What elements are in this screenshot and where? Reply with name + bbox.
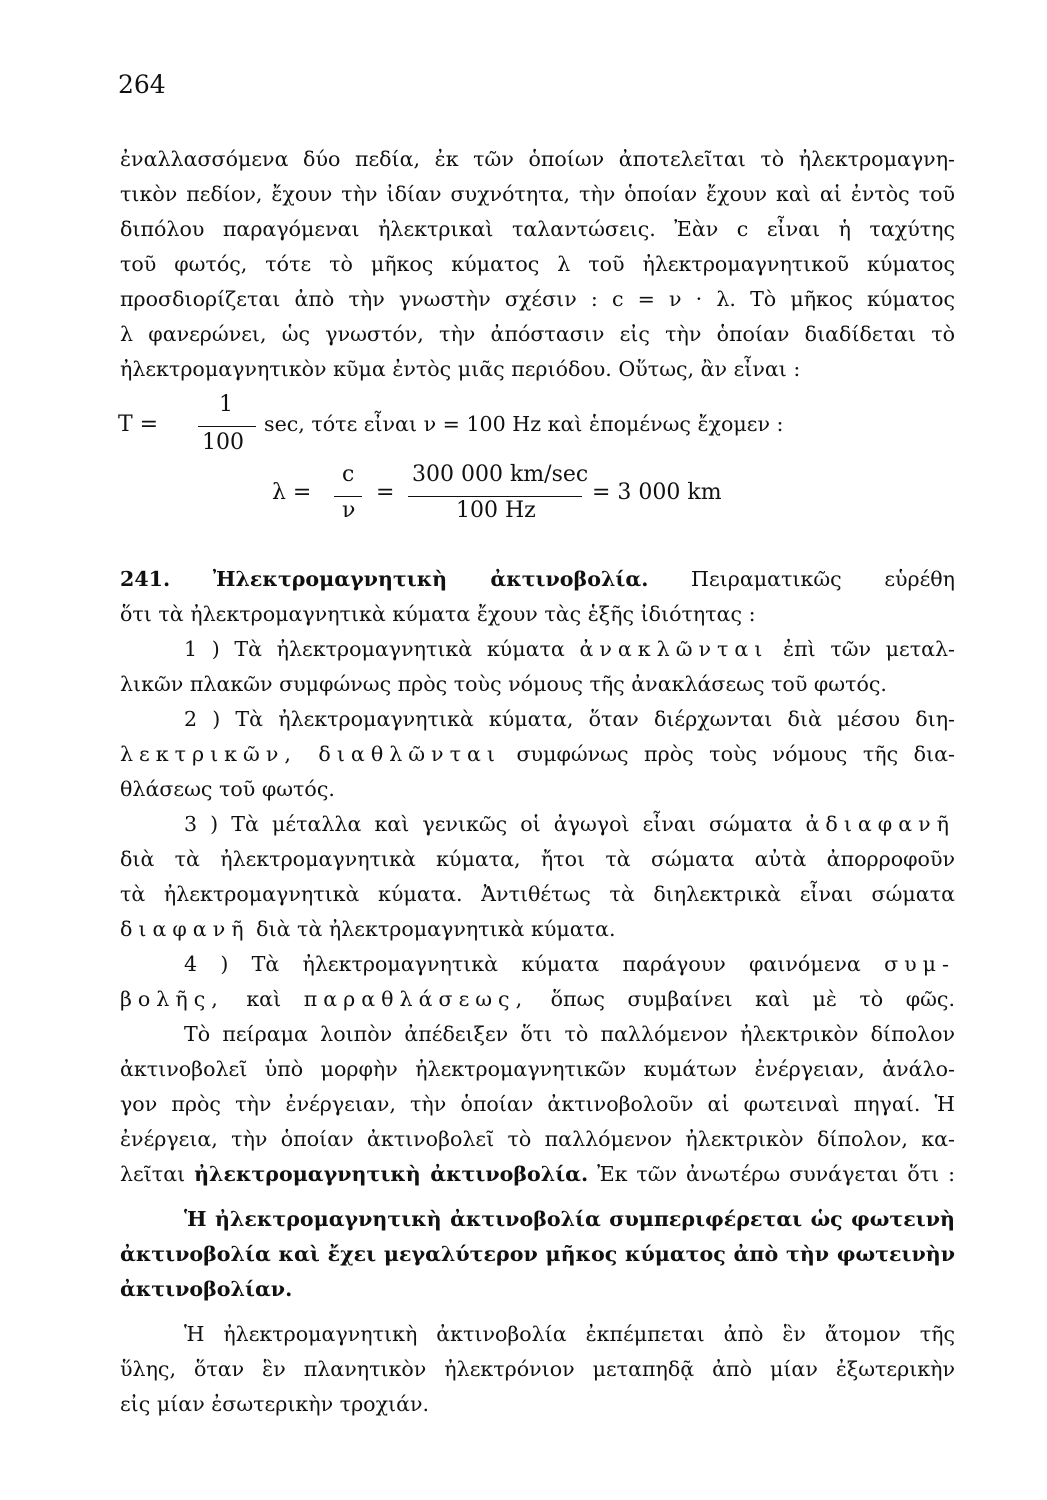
formula-period — [118, 392, 918, 462]
text-line: Ἡ ἠλεκτρομαγνητικὴ ἀκτινοβολία ἐκπέμπεται ἀπὸ ἓν ἄτομον τῆς — [184, 1322, 955, 1346]
fraction-bar — [334, 496, 362, 497]
bold-term: ἠλεκτρομαγνητικὴ ἀκτινοβολία. — [194, 1162, 589, 1186]
text-line: τὰ ἠλεκτρομαγνητικὰ κύματα. Ἀντιθέτως τὰ διηλεκτρικὰ εἶναι σώματα — [120, 882, 955, 906]
section-heading-line — [120, 562, 955, 597]
formula-period-lhs: T = — [118, 412, 159, 437]
text-line: βολῆς, καὶ παραθλάσεως, ὅπως συμβαίνει καὶ μὲ τὸ φῶς. — [120, 987, 956, 1011]
formula-period-rest: sec, τότε εἶναι ν = 100 Hz καὶ ἑπομένως ἔχομεν : — [264, 412, 784, 436]
text-line: λεκτρικῶν, διαθλῶνται συμφώνως πρὸς τοὺς νόμους τῆς δια- — [120, 742, 955, 766]
bold-statement-line: Ἡ ἠλεκτρομαγνητικὴ ἀκτινοβολία συμπεριφέρεται ὡς φωτεινὴ — [184, 1207, 955, 1231]
text-line: λεῖται ἠλεκτρομαγνητικὴ ἀκτινοβολία. Ἐκ τῶν ἀνωτέρω συνάγεται ὅτι : — [120, 1162, 956, 1186]
text-line: εἰς μίαν ἐσωτερικὴν τροχιάν. — [120, 1392, 430, 1416]
formula-period-numerator: 1 — [219, 392, 233, 417]
text-line: ἐναλλασσόμενα δύο πεδία, ἐκ τῶν ὁποίων ἀποτελεῖται τὸ ἠλεκτρομαγνη- — [120, 147, 955, 171]
text-line: ἐνέργεια, τὴν ὁποίαν ἀκτινοβολεῖ τὸ παλλόμενον ἠλεκτρικὸν δίπολον, κα- — [120, 1127, 955, 1151]
text-line: τικὸν πεδίον, ἔχουν τὴν ἰδίαν συχνότητα, τὴν ὁποίαν ἔχουν καὶ αἱ ἐντὸς τοῦ — [120, 182, 955, 206]
spaced-term: βολῆς, — [120, 987, 224, 1011]
text-line: διὰ τὰ ἠλεκτρομαγνητικὰ κύματα, ἤτοι τὰ σώματα αὐτὰ ἀπορροφοῦν — [120, 847, 955, 871]
text-line: τοῦ φωτός, τότε τὸ μῆκος κύματος λ τοῦ ἠλεκτρομαγνητικοῦ κύματος — [120, 252, 955, 276]
text-line: λικῶν πλακῶν συμφώνως πρὸς τοὺς νόμους τῆς ἀνακλάσεως τοῦ φωτός. — [120, 672, 887, 696]
section-intro: Πειραματικῶς εὑρέθη — [691, 567, 956, 591]
formula-period-denominator: 100 — [202, 430, 244, 455]
text-line: προσδιορίζεται ἀπὸ τὴν γνωστὴν σχέσιν : c = ν · λ. Τὸ μῆκος κύματος — [120, 287, 955, 311]
formula-wavelength — [272, 462, 792, 532]
text-line: λ φανερώνει, ὡς γνωστόν, τὴν ἀπόστασιν εἰς τὴν ὁποίαν διαδίδεται τὸ — [120, 322, 955, 346]
text-line: Τὸ πείραμα λοιπὸν ἀπέδειξεν ὅτι τὸ παλλόμενον ἠλεκτρικὸν δίπολον — [184, 1022, 955, 1046]
formula-wavelength-den2: 100 Hz — [456, 498, 536, 523]
spaced-term: διαφανῆ — [120, 917, 250, 941]
section-title: Ἠλεκτρομαγνητικὴ ἀκτινοβολία. — [212, 567, 649, 591]
text-line: 1 ) Τὰ ἠλεκτρομαγνητικὰ κύματα ἀνακλῶνται ἐπὶ τῶν μεταλ- — [184, 637, 956, 661]
spaced-term: λεκτρικῶν, διαθλῶνται — [120, 742, 501, 766]
formula-wavelength-num1: c — [342, 462, 355, 487]
text-line: ἠλεκτρομαγνητικὸν κῦμα ἐντὸς μιᾶς περιόδου. Οὕτως, ἂν εἶναι : — [120, 357, 801, 381]
formula-wavelength-result: = 3 000 km — [592, 480, 722, 505]
text-line: γον πρὸς τὴν ἐνέργειαν, τὴν ὁποίαν ἀκτινοβολοῦν αἱ φωτειναὶ πηγαί. Ἡ — [120, 1092, 955, 1116]
bold-statement-line: ἀκτινοβολίαν. — [120, 1277, 293, 1301]
text-line: διπόλου παραγόμεναι ἠλεκτρικαὶ ταλαντώσεις. Ἐὰν c εἶναι ἡ ταχύτης — [120, 217, 955, 241]
spaced-term: συμ- — [884, 952, 955, 976]
text-line: ὅτι τὰ ἠλεκτρομαγνητικὰ κύματα ἔχουν τὰς ἑξῆς ἰδιότητας : — [120, 602, 756, 626]
formula-wavelength-eq: = — [376, 480, 395, 505]
page-body — [120, 142, 955, 387]
fraction-bar — [198, 426, 256, 427]
text-line: ἀκτινοβολεῖ ὑπὸ μορφὴν ἠλεκτρομαγνητικῶν κυμάτων ἐνέργειαν, ἀνάλο- — [120, 1057, 955, 1081]
formula-wavelength-lhs: λ = — [272, 480, 312, 505]
spaced-term: ἀδιαφανῆ — [805, 812, 955, 836]
spaced-term: ἀνακλῶνται — [579, 637, 769, 661]
text-line: 4 ) Τὰ ἠλεκτρομαγνητικὰ κύματα παράγουν φαινόμενα συμ- — [184, 952, 955, 976]
text-line: ὕλης, ὅταν ἓν πλανητικὸν ἠλεκτρόνιον μεταπηδᾷ ἀπὸ μίαν ἐξωτερικὴν — [120, 1357, 955, 1381]
page-number: 264 — [118, 70, 166, 99]
text-line: 2 ) Τὰ ἠλεκτρομαγνητικὰ κύματα, ὅταν διέρχωνται διὰ μέσου διη- — [184, 707, 955, 731]
section-number: 241. — [120, 567, 171, 591]
text-line: θλάσεως τοῦ φωτός. — [120, 777, 335, 801]
bold-statement-line: ἀκτινοβολία καὶ ἔχει μεγαλύτερον μῆκος κύματος ἀπὸ τὴν φωτεινὴν — [120, 1242, 955, 1266]
spaced-term: παραθλάσεως, — [303, 987, 529, 1011]
formula-wavelength-den1: ν — [342, 498, 356, 523]
fraction-bar — [408, 496, 582, 497]
text-line: 3 ) Τὰ μέταλλα καὶ γενικῶς οἱ ἀγωγοὶ εἶναι σώματα ἀδιαφανῆ — [184, 812, 955, 836]
page-body-continued — [120, 562, 955, 1422]
formula-wavelength-num2: 300 000 km/sec — [412, 462, 589, 487]
text-line: διαφανῆ διὰ τὰ ἠλεκτρομαγνητικὰ κύματα. — [120, 917, 616, 941]
